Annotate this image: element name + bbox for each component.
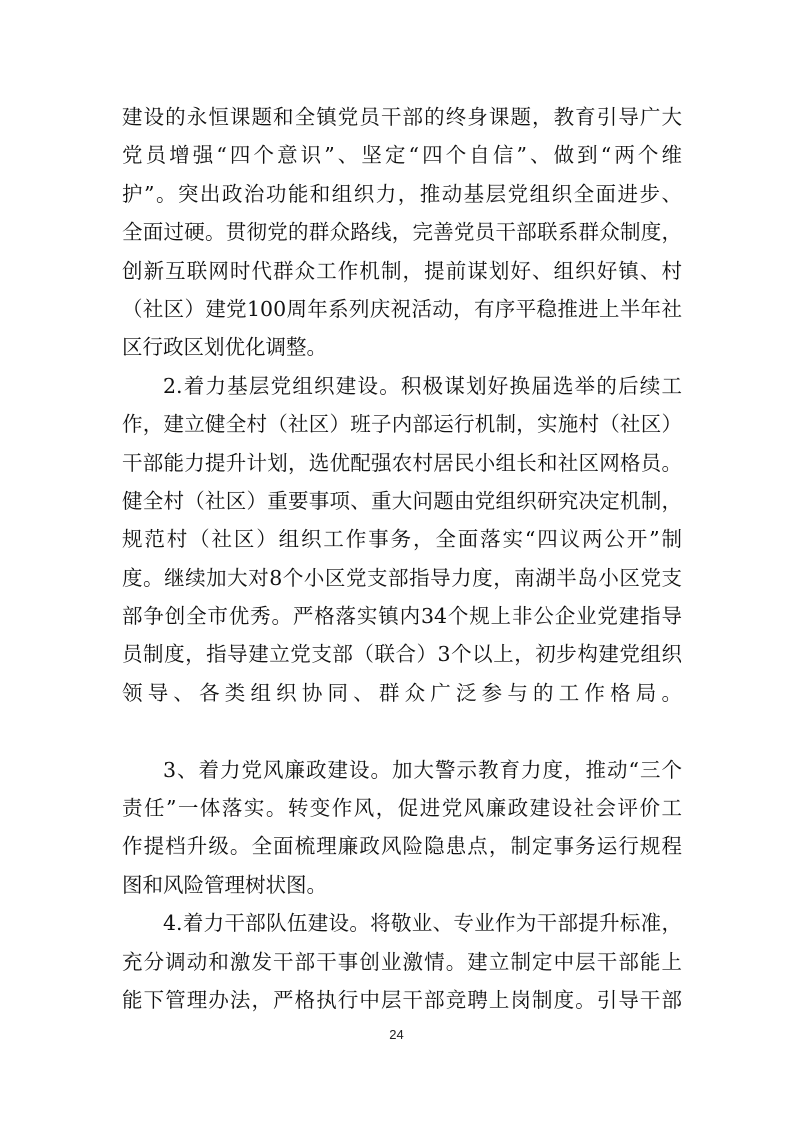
text-line: 护”。突出政治功能和组织力，推动基层党组织全面进步、 [122, 181, 682, 206]
text-line: 健全村（社区）重要事项、重大问题由党组织研究决定机制， [122, 488, 682, 513]
text-line: 领导、各类组织协同、群众广泛参与的工作格局。 [122, 680, 682, 705]
paragraph-4 [122, 904, 682, 1019]
text-line: 充分调动和激发干部干事创业激情。建立制定中层干部能上 [122, 949, 682, 974]
text-line: 能下管理办法，严格执行中层干部竞聘上岗制度。引导干部 [122, 987, 682, 1012]
text-line: 度。继续加大对8个小区党支部指导力度，南湖半岛小区党支 [122, 565, 682, 590]
page-number: 24 [389, 1027, 404, 1042]
text-line: 作，建立健全村（社区）班子内部运行机制，实施村（社区） [122, 412, 682, 437]
text-line: 干部能力提升计划，选优配强农村居民小组长和社区网格员。 [122, 450, 682, 475]
text-line: （社区）建党100周年系列庆祝活动，有序平稳推进上半年社 [122, 296, 682, 321]
paragraph-2 [122, 367, 682, 751]
text-line: 党员增强“四个意识”、坚定“四个自信”、做到“两个维 [122, 143, 682, 168]
text-line: 3、着力党风廉政建设。加大警示教育力度，推动“三个 [163, 757, 682, 782]
text-line: 责任”一体落实。转变作风，促进党风廉政建设社会评价工 [122, 796, 682, 821]
paragraph-1 [122, 98, 682, 367]
text-line: 创新互联网时代群众工作机制，提前谋划好、组织好镇、村 [122, 258, 682, 283]
text-line: 区行政区划优化调整。 [122, 335, 327, 360]
text-line [122, 712, 682, 750]
body-text [122, 98, 682, 1019]
text-line: 作提档升级。全面梳理廉政风险隐患点，制定事务运行规程 [122, 834, 682, 859]
text-line: 4.着力干部队伍建设。将敬业、专业作为干部提升标准， [163, 911, 682, 936]
text-line: 员制度，指导建立党支部（联合）3个以上，初步构建党组织 [122, 642, 682, 667]
text-line: 2.着力基层党组织建设。积极谋划好换届选举的后续工 [163, 373, 682, 398]
text-line: 规范村（社区）组织工作事务，全面落实“四议两公开”制 [122, 527, 682, 552]
text-line: 建设的永恒课题和全镇党员干部的终身课题，教育引导广大 [122, 105, 682, 129]
text-line: 部争创全市优秀。严格落实镇内34个规上非公企业党建指导 [122, 604, 682, 629]
text-line: 全面过硬。贯彻党的群众路线，完善党员干部联系群众制度， [122, 220, 682, 245]
paragraph-3 [122, 751, 682, 905]
text-line: 图和风险管理树状图。 [122, 872, 327, 897]
